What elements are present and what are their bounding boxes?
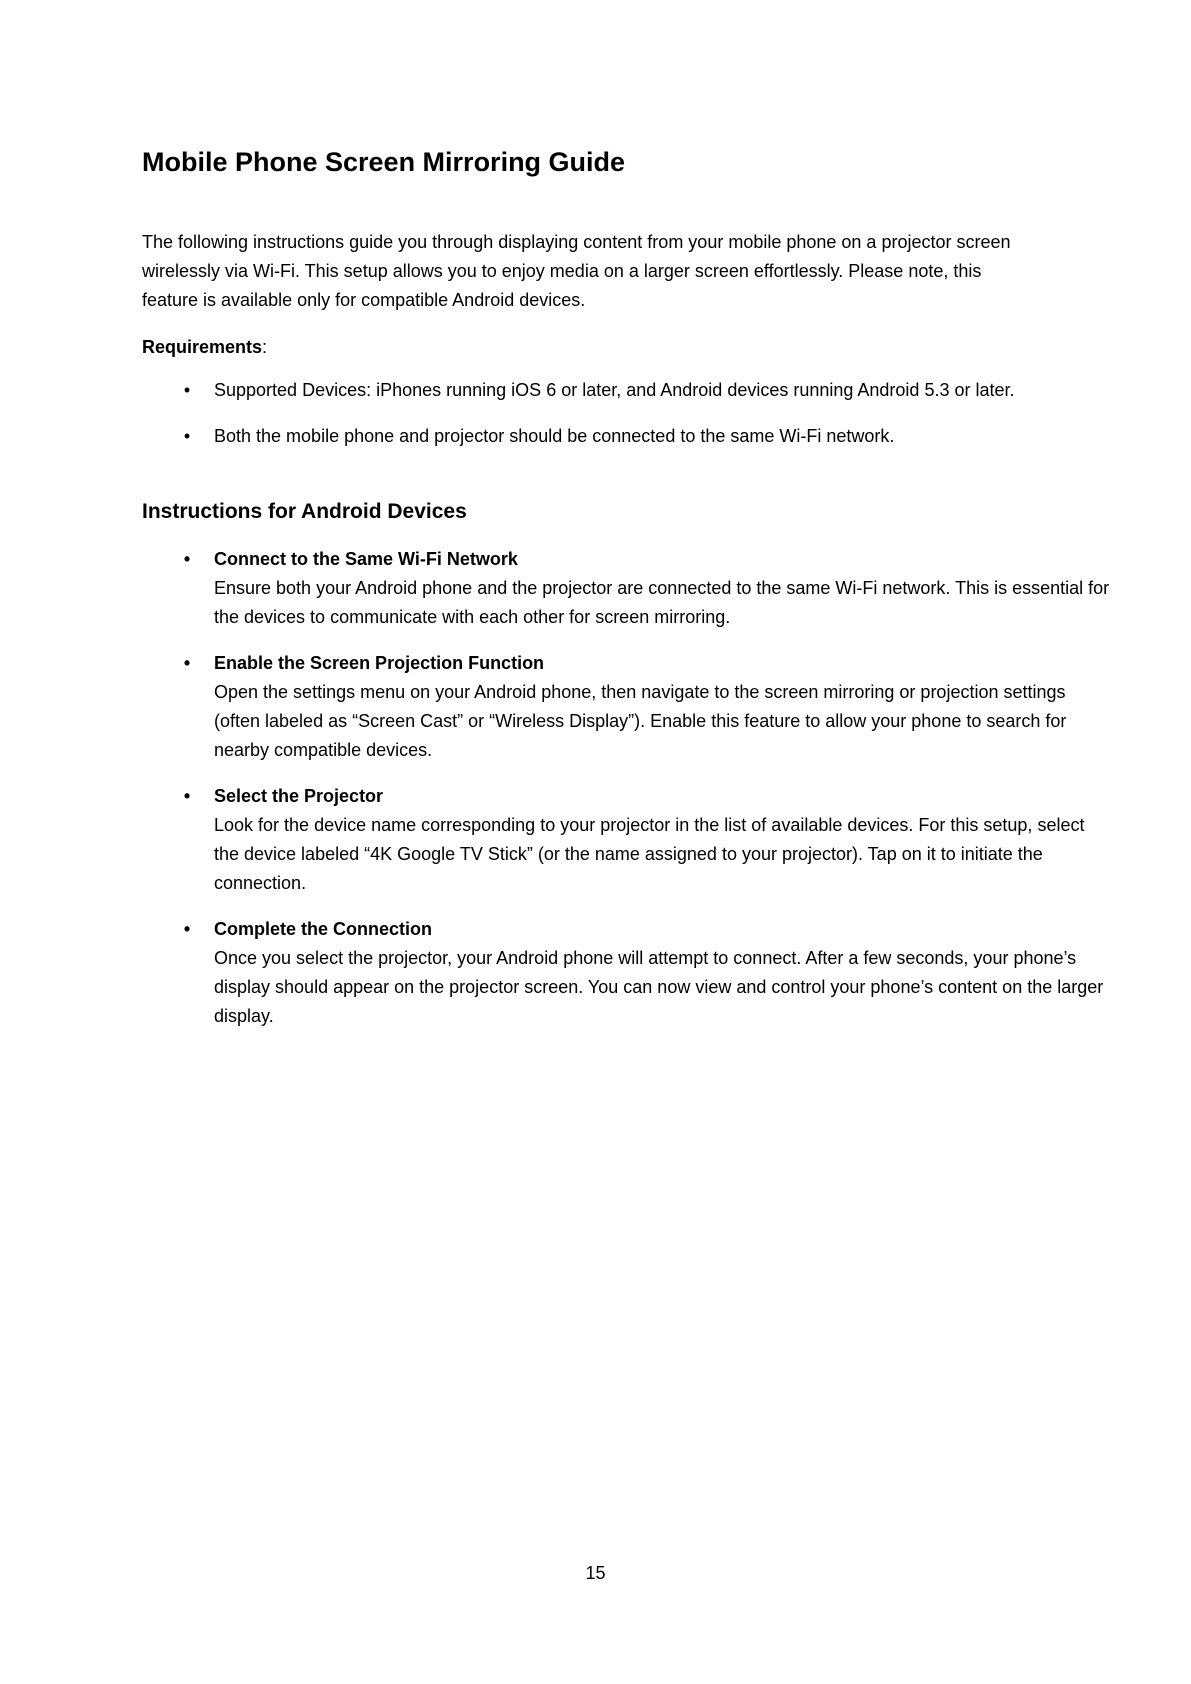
requirement-text: Both the mobile phone and projector should be connected to the same Wi-Fi network. bbox=[214, 426, 895, 446]
step-item bbox=[142, 649, 1114, 765]
bullet-icon: • bbox=[183, 919, 191, 939]
step-heading: Connect to the Same Wi-Fi Network bbox=[214, 549, 518, 569]
page-title: Mobile Phone Screen Mirroring Guide bbox=[142, 147, 626, 177]
step-body: Open the settings menu on your Android phone, then navigate to the screen mirroring or projection settings (often labeled as “Screen Cast” or “Wireless Display”). Enable this feature to allow your phone to search for nearby compatible devices. bbox=[214, 682, 1067, 760]
intro-paragraph: The following instructions guide you through displaying content from your mobile phone on a projector screen wirelessly via Wi-Fi. This setup allows you to enjoy media on a larger screen effortlessly. Please note, this feature is available only for compatible Android devices. bbox=[142, 232, 1011, 310]
step-heading: Select the Projector bbox=[214, 786, 384, 806]
requirement-item bbox=[142, 422, 1114, 451]
android-steps-list bbox=[142, 545, 1114, 1048]
step-heading: Enable the Screen Projection Function bbox=[214, 653, 545, 673]
step-item bbox=[142, 545, 1114, 632]
requirement-item bbox=[142, 376, 1114, 405]
step-body: Look for the device name corresponding to your projector in the list of available devices. For this setup, select the device labeled “4K Google TV Stick” (or the name assigned to your projector). Tap on it to initiate the connection. bbox=[214, 815, 1085, 893]
bullet-icon: • bbox=[183, 786, 191, 806]
page-number: 15 bbox=[585, 1563, 606, 1583]
bullet-icon: • bbox=[183, 549, 191, 569]
requirements-label: Requirements bbox=[142, 337, 263, 357]
bullet-icon: • bbox=[183, 653, 191, 673]
bullet-icon: • bbox=[183, 426, 191, 446]
step-item bbox=[142, 782, 1114, 898]
step-item bbox=[142, 915, 1114, 1031]
step-body: Ensure both your Android phone and the projector are connected to the same Wi-Fi network. This is essential for the devices to communicate with each other for screen mirroring. bbox=[214, 578, 1110, 627]
requirement-text: Supported Devices: iPhones running iOS 6 or later, and Android devices running Android 5.3 or later. bbox=[214, 380, 1015, 400]
requirements-list bbox=[142, 376, 1114, 468]
android-instructions-heading: Instructions for Android Devices bbox=[142, 500, 467, 523]
requirements-colon: : bbox=[262, 337, 268, 357]
bullet-icon: • bbox=[183, 380, 191, 400]
step-body: Once you select the projector, your Android phone will attempt to connect. After a few seconds, your phone’s display should appear on the projector screen. You can now view and control your phone’s content on the larger display. bbox=[214, 948, 1104, 1026]
step-heading: Complete the Connection bbox=[214, 919, 433, 939]
requirements-label-line bbox=[142, 333, 267, 362]
